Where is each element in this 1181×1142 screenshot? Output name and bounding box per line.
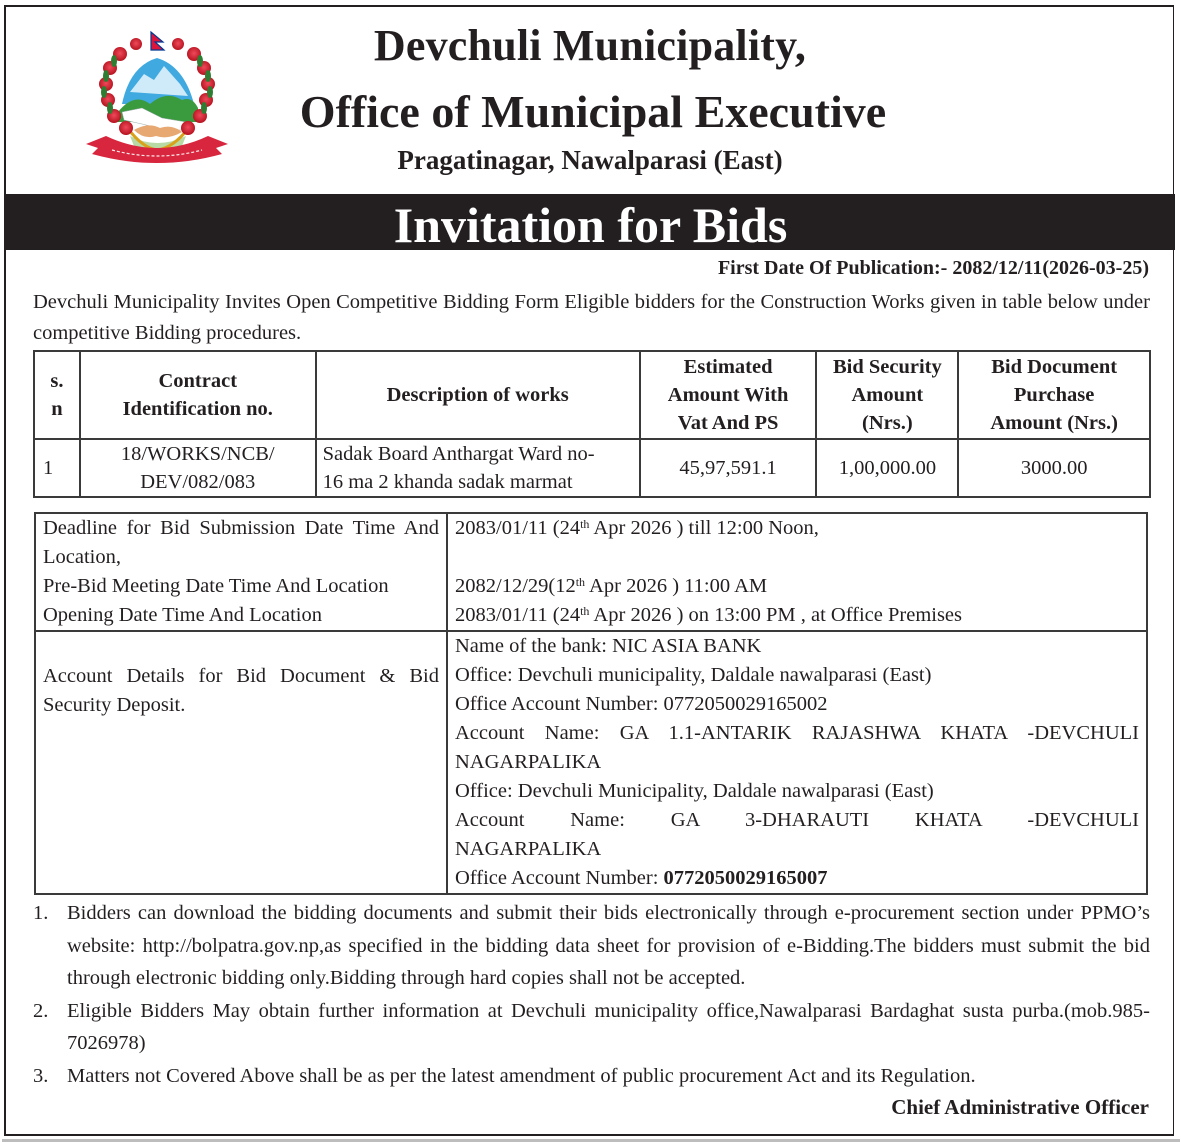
deadline-label: Deadline for Bid Submission Date Time And Location, — [43, 517, 439, 568]
notice-title: Invitation for Bids — [393, 197, 788, 253]
account-number-1: Office Account Number: 0772050029165002 — [455, 693, 828, 715]
office-2: Office: Devchuli Municipality, Daldale nawalparasi (East) — [455, 780, 934, 802]
office-address: Pragatinagar, Nawalparasi (East) — [397, 145, 783, 175]
office-name: Office of Municipal Executive — [299, 86, 887, 137]
prebid-value: 2082/12/29(12th Apr 2026 ) 11:00 AM — [455, 575, 768, 597]
schedule-row — [35, 513, 1147, 631]
account-name-2: Account Name: GA 3-DHARAUTI KHATA -DEVCHULI NAGARPALIKA — [455, 809, 1139, 860]
deadline-value: 2083/01/11 (24th Apr 2026 ) till 12:00 Noon, — [455, 517, 819, 539]
municipality-name: Devchuli Municipality, — [373, 21, 807, 70]
header-sn: s. n — [34, 351, 80, 439]
cell-contract-id: 18/WORKS/NCB/ DEV/082/083 — [80, 439, 316, 497]
publication-date: First Date Of Publication:- 2082/12/11(2026-03-25) — [717, 257, 1149, 279]
intro-paragraph: Devchuli Municipality Invites Open Competitive Bidding Form Eligible bidders for the Construction Works given in table below under competitive Bidding procedures. — [33, 291, 1150, 344]
signatory-title: Chief Administrative Officer — [891, 1095, 1149, 1119]
account-details — [447, 631, 1147, 894]
cell-sn: 1 — [34, 439, 80, 497]
account-row — [35, 631, 1147, 894]
account-number-2: Office Account Number: 0772050029165007 — [455, 867, 828, 889]
schedule-account-table — [34, 512, 1148, 895]
table-header-row — [34, 351, 1150, 439]
note-item: 2. Eligible Bidders May obtain further information at Devchuli municipality office,Nawalparasi Bardaghat susta purba.(mob.985-7026978) — [33, 999, 1150, 1054]
note-item: 3. Matters not Covered Above shall be as per the latest amendment of public procurement Act and its Regulation. — [33, 1064, 976, 1087]
table-row — [34, 439, 1150, 497]
cell-description: Sadak Board Anthargat Ward no- 16 ma 2 khanda sadak marmat — [316, 439, 640, 497]
title-banner — [6, 194, 1175, 253]
header-document-purchase: Bid Document Purchase Amount (Nrs.) — [958, 351, 1150, 439]
header-contract-id: Contract Identification no. — [80, 351, 316, 439]
note-item: 1. Bidders can download the bidding documents and submit their bids electronically through e-procurement section under PPMO’s website: http://bolpatra.gov.np,as specified in the bidding data sheet for provision of e-Bidding.The bidders must submit the bid through electronic bidding only.Bidding through hard copies shall not be accepted. — [33, 902, 1150, 989]
bank-name: Name of the bank: NIC ASIA BANK — [455, 635, 762, 657]
opening-label: Opening Date Time And Location — [43, 604, 323, 626]
opening-value: 2083/01/11 (24th Apr 2026 ) on 13:00 PM , at Office Premises — [455, 604, 963, 626]
works-table — [33, 350, 1151, 498]
header-description: Description of works — [316, 351, 640, 439]
prebid-label: Pre-Bid Meeting Date Time And Location — [43, 575, 389, 597]
schedule-labels — [35, 513, 447, 631]
account-details-label: Account Details for Bid Document & Bid Security Deposit. — [35, 631, 447, 894]
header-bid-security: Bid Security Amount (Nrs.) — [816, 351, 958, 439]
office-1: Office: Devchuli municipality, Daldale nawalparasi (East) — [455, 664, 932, 686]
notes-list — [33, 897, 1150, 1092]
cell-bid-security: 1,00,000.00 — [816, 439, 958, 497]
schedule-values — [447, 513, 1147, 631]
header-estimated-amount: Estimated Amount With Vat And PS — [640, 351, 817, 439]
nepal-emblem-icon — [82, 26, 232, 164]
account-name-1: Account Name: GA 1.1-ANTARIK RAJASHWA KHATA -DEVCHULI NAGARPALIKA — [455, 722, 1139, 773]
cell-document-purchase: 3000.00 — [958, 439, 1150, 497]
cell-estimated-amount: 45,97,591.1 — [640, 439, 817, 497]
